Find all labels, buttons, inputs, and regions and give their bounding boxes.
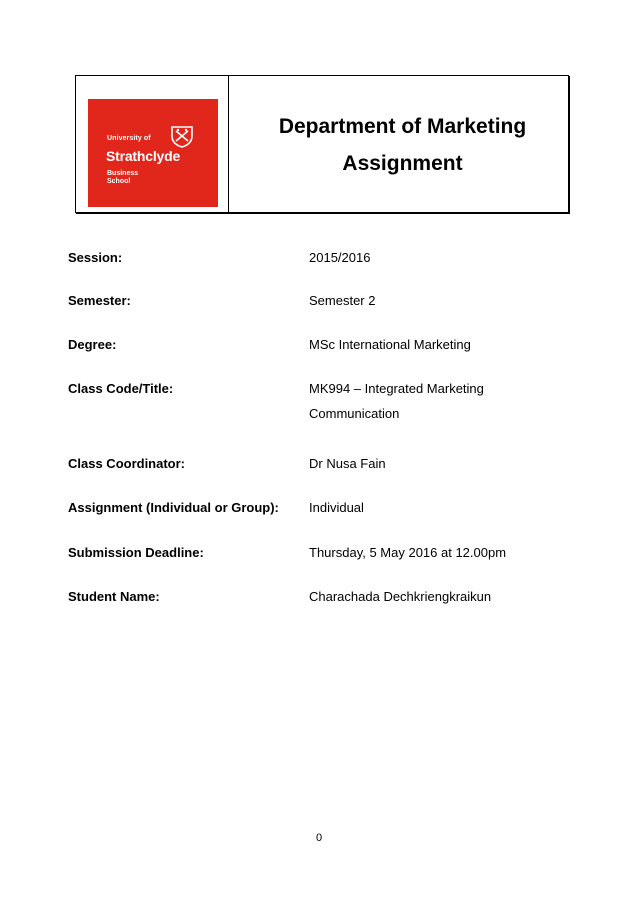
student-value: Charachada Dechkriengkraikun bbox=[309, 589, 492, 604]
logo-text-business: Business bbox=[107, 170, 139, 177]
assignment-type-value: Individual bbox=[309, 500, 364, 515]
degree-value: MSc International Marketing bbox=[309, 337, 471, 352]
page-number: 0 bbox=[315, 832, 323, 844]
coordinator-label: Class Coordinator: bbox=[68, 456, 186, 471]
deadline-value: Thursday, 5 May 2016 at 12.00pm bbox=[309, 545, 507, 560]
class-code-value: MK994 – Integrated Marketing bbox=[309, 381, 484, 396]
assignment-type-label: Assignment (Individual or Group): bbox=[68, 500, 279, 515]
semester-value: Semester 2 bbox=[309, 293, 376, 308]
department-title: Department of Marketing bbox=[278, 115, 527, 138]
logo-text-university-of: University of bbox=[107, 135, 151, 142]
assignment-title: Assignment bbox=[342, 152, 463, 175]
header-table bbox=[75, 75, 569, 213]
student-label: Student Name: bbox=[68, 589, 160, 604]
deadline-label: Submission Deadline: bbox=[68, 545, 204, 560]
session-label: Session: bbox=[68, 250, 123, 265]
title-cell bbox=[229, 76, 568, 212]
coordinator-value: Dr Nusa Fain bbox=[309, 456, 386, 471]
semester-label: Semester: bbox=[68, 293, 131, 308]
logo-cell bbox=[76, 76, 229, 212]
session-value: 2015/2016 bbox=[309, 250, 371, 265]
crest-icon bbox=[170, 124, 194, 148]
logo-text-business-school bbox=[107, 170, 138, 186]
class-code-label: Class Code/Title: bbox=[68, 381, 174, 396]
degree-label: Degree: bbox=[68, 337, 117, 352]
logo-text-strathclyde: Strathclyde bbox=[106, 148, 181, 164]
logo-text-school: School bbox=[107, 178, 131, 185]
class-code-value-line2: Communication bbox=[309, 406, 400, 421]
university-logo bbox=[88, 99, 218, 207]
